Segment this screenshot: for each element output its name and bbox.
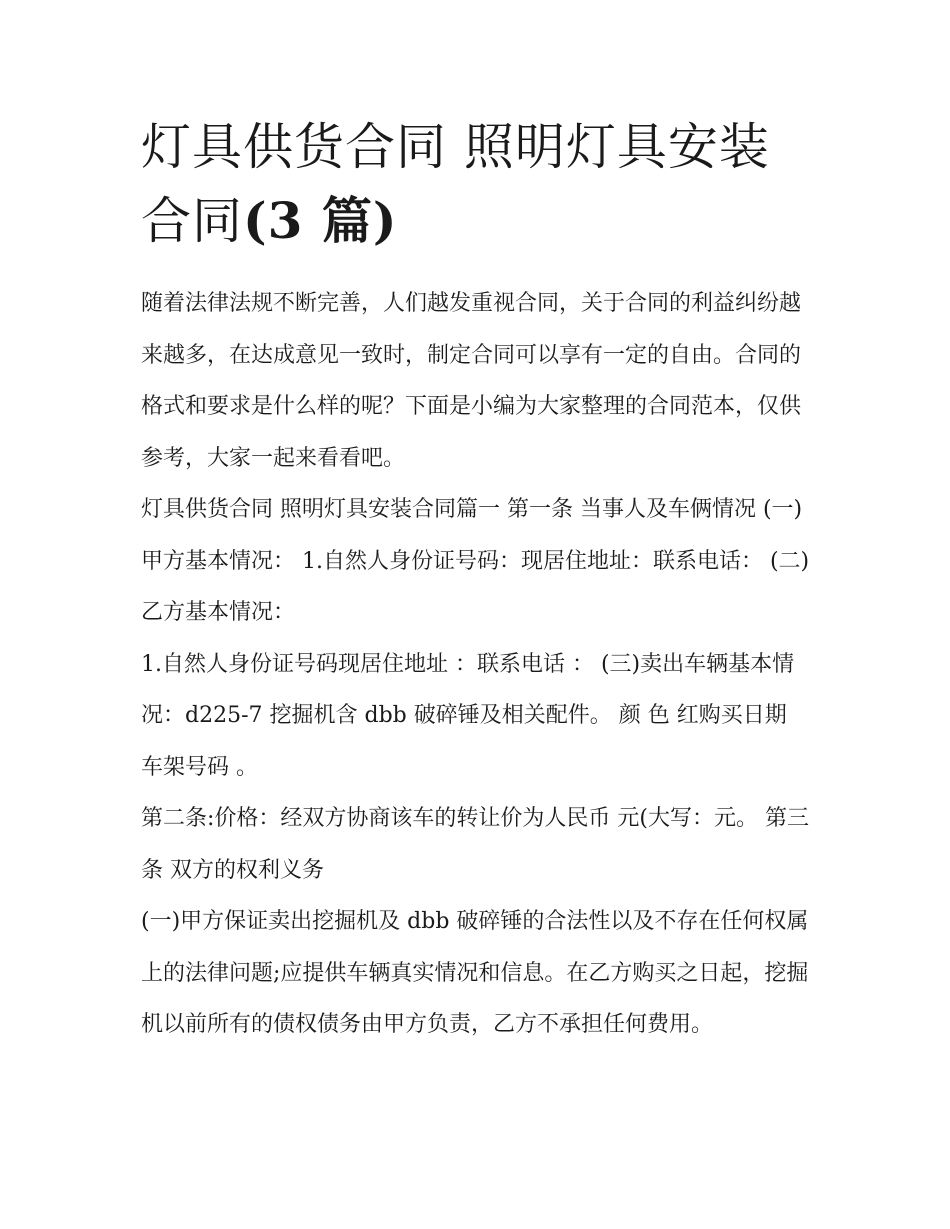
document-title [141, 110, 813, 258]
vehicle-info-paragraph: 1.自然人身份证号码现居住地址 ：联系电话 ： (三)卖出车辆基本情况：d225-7 挖掘机含 dbb 破碎锤及相关配件。 颜 色 红购买日期 车架号码 。 [141, 651, 795, 780]
intro-paragraph: 随着法律法规不断完善，人们越发重视合同，关于合同的利益纠纷越来越多，在达成意见一致时，制定合同可以享有一定的自由。合同的格式和要求是什么样的呢？下面是小编为大家整理的合同范本，仅供参考，大家一起来看看吧。 [141, 291, 802, 471]
document-page [141, 110, 813, 1051]
document-title-main: 灯具供货合同 照明灯具安装合同 [141, 118, 770, 250]
rights-obligations-paragraph: (一)甲方保证卖出挖掘机及 dbb 破碎锤的合法性以及不存在任何权属上的法律问题;应提供车辆真实情况和信息。在乙方购买之日起，挖掘机以前所有的债权债务由甲方负责，乙方不承担任何费用。 [141, 909, 809, 1037]
contract-party-paragraph: 灯具供货合同 照明灯具安装合同篇一 第一条 当事人及车俩情况 (一)甲方基本情况： 1.自然人身份证号码：现居住地址：联系电话： (二)乙方基本情况： [141, 497, 810, 625]
document-title-suffix: (3 篇) [243, 191, 398, 250]
price-paragraph: 第二条:价格：经双方协商该车的转让价为人民币 元(大写：元。 第三条 双方的权利义务 [141, 806, 809, 883]
